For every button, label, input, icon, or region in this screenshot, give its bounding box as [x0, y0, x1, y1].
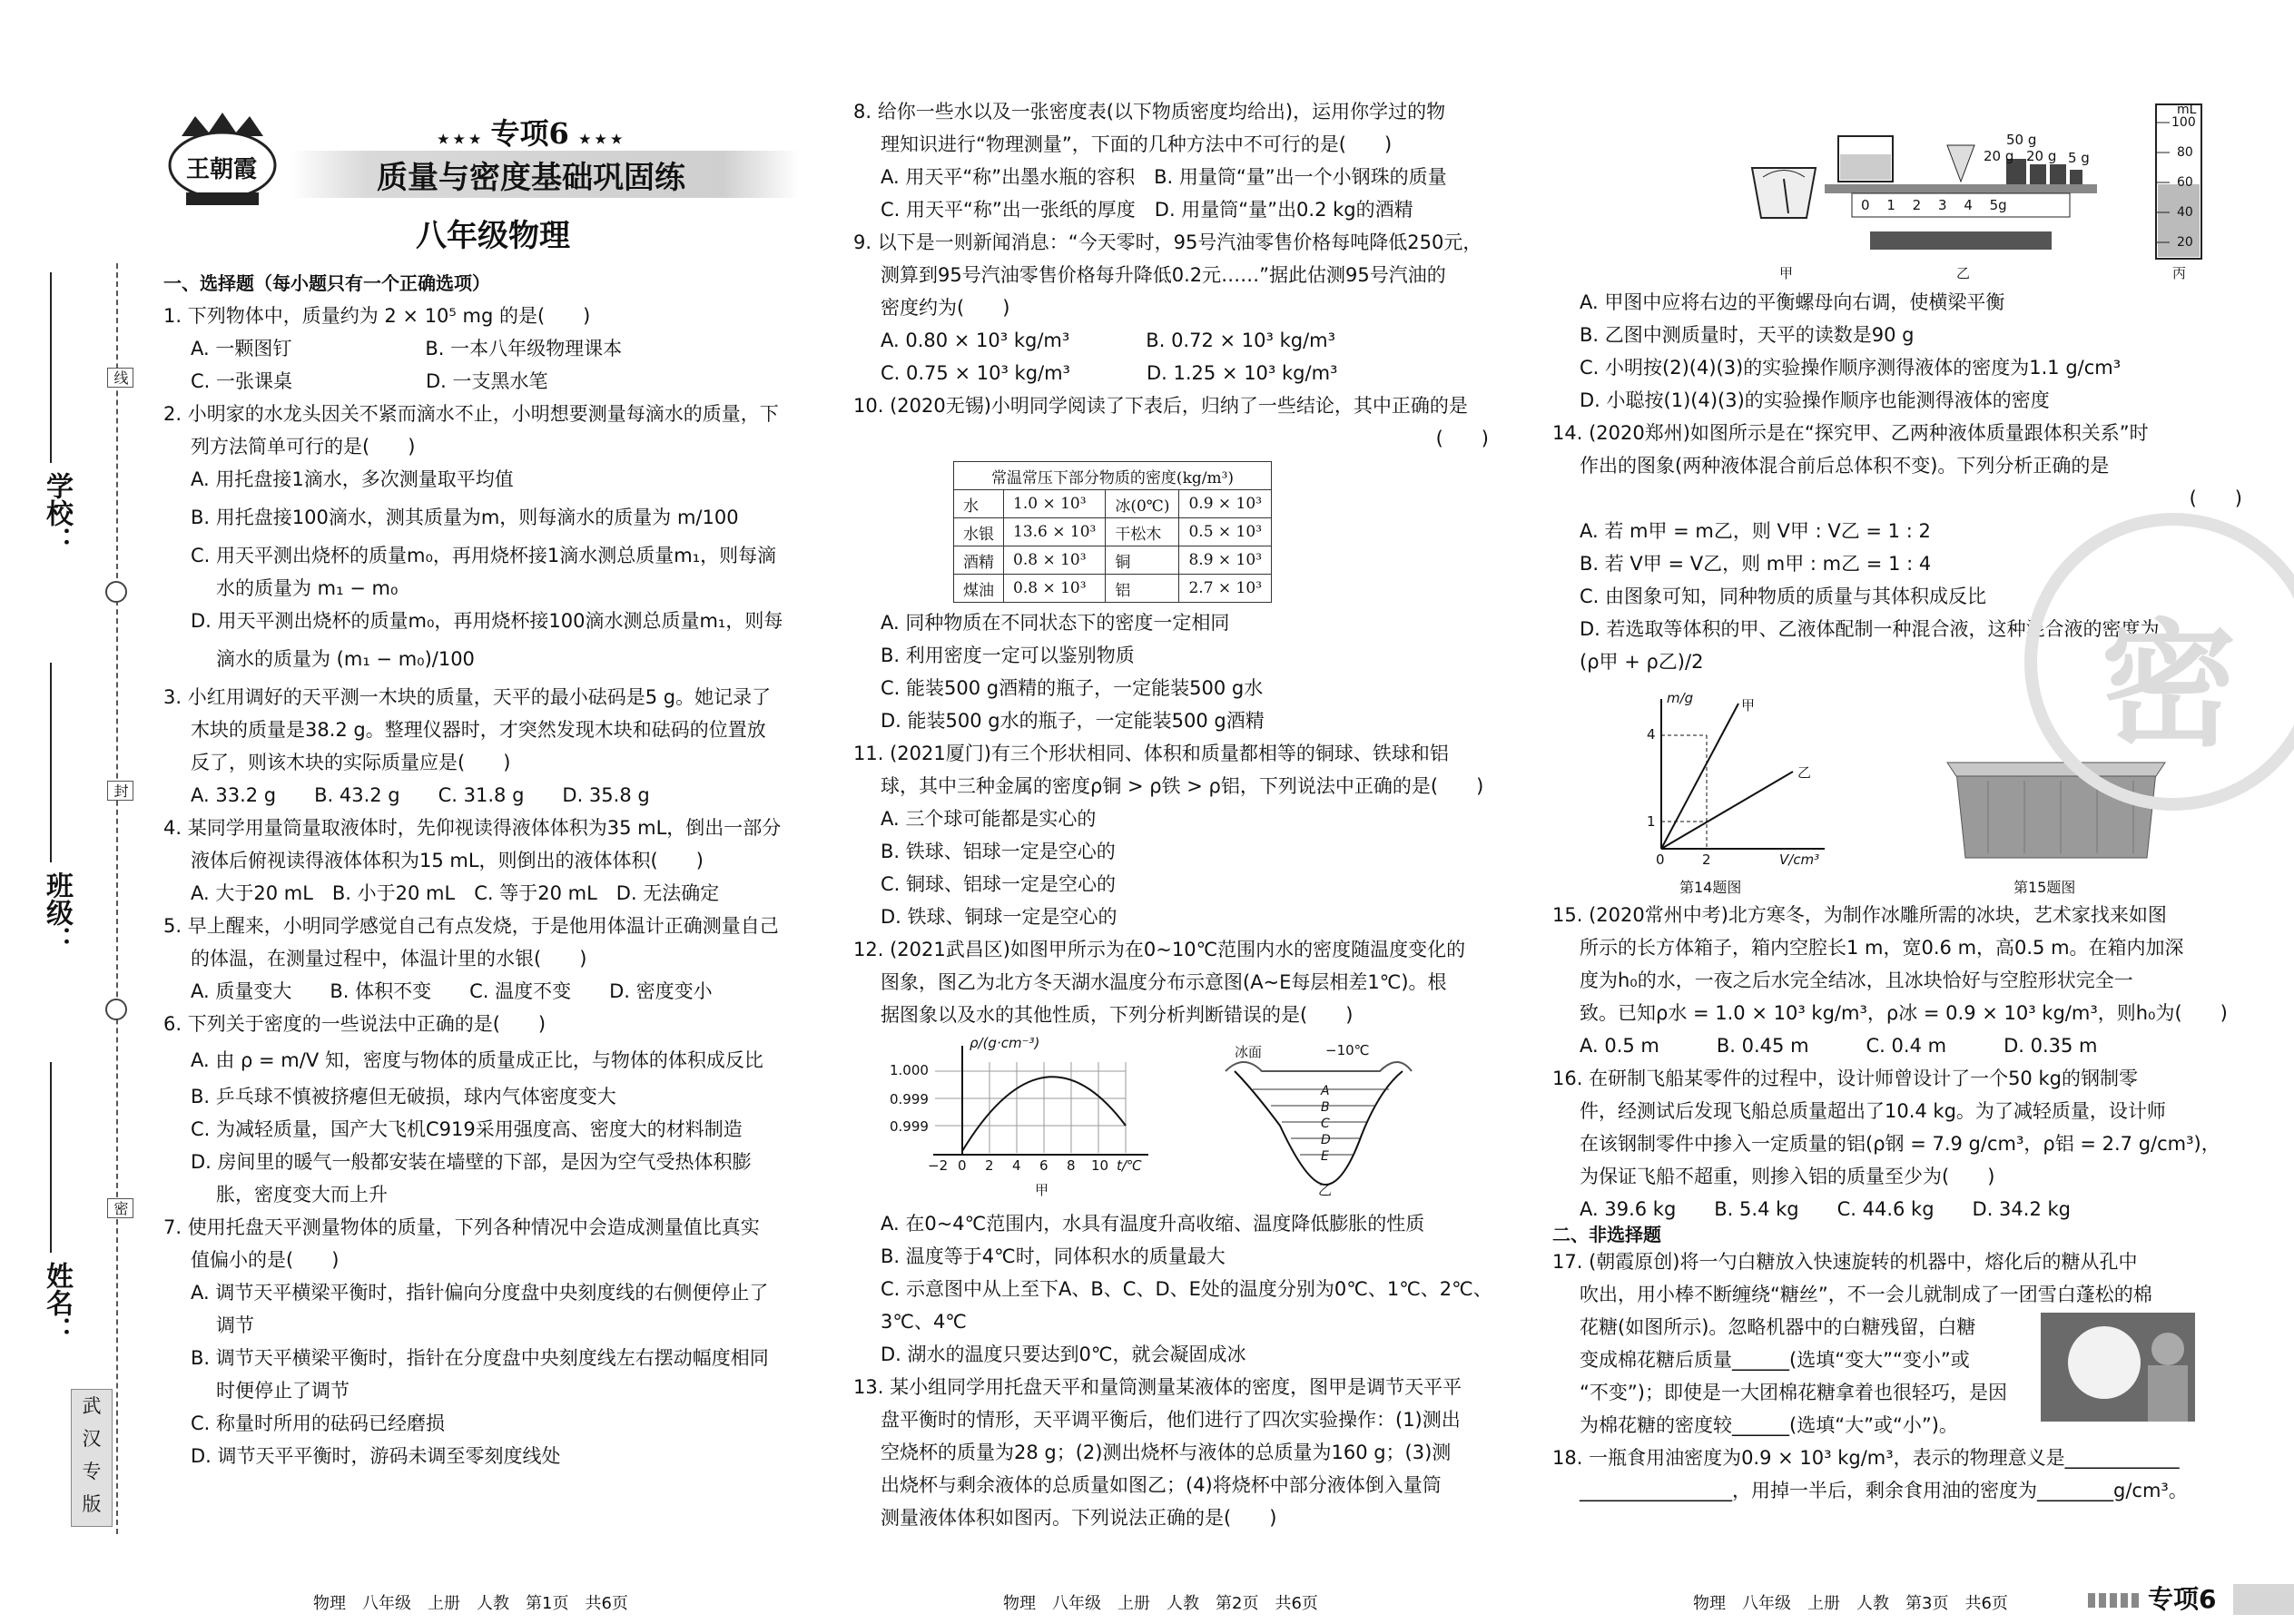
column-1 — [154, 0, 826, 1624]
section-choice: 一、选择题（每小题只有一个正确选项） — [163, 272, 490, 294]
col2-text-a: 8. 给你一些水以及一张密度表(以下物质密度均给出)，运用你学过的物 理知识进行“物理测量”，下面的几种方法中不可行的是( ) A. 用天平“称”出墨水瓶的容积 B. 用量筒“量”出一个小钢珠的质量 C. 用天平“称”出一张纸的厚度 D. 用量筒“量”出0.2 kg的酒精 9. 以下是一则新闻消息：“今天零时，95号汽油零售价格每吨降低250元， 测算到95号汽油零售价格每升降低0.2元……”据此估测95号汽油的 密度约为( ) A. 0.80 × 10³ kg/m³ B. 0.72 × 10³ kg/m³ C. 0.75 × 10³ kg/m³ D. 1.25 × 10³ kg/m³ 10. (2020无锡)小明同学阅读了下表后，归纳了一些结论，其中正确的是 ( ) — [853, 101, 1489, 449]
fig13-balance — [1734, 95, 2242, 290]
brand-logo — [163, 109, 281, 209]
binding-strip — [0, 0, 136, 1624]
table-row: 酒精 0.8 × 10³ 铜 8.9 × 10³ — [954, 546, 1272, 575]
footer-page-2: 物理 八年级 上册 人教 第2页 共6页 — [1003, 1594, 1318, 1613]
table-caption: 常温常压下部分物质的密度(kg/m³) — [954, 462, 1272, 490]
table-row: 水 1.0 × 10³ 冰(0℃) 0.9 × 10³ — [954, 490, 1272, 518]
cylinder-tick: 20 — [2177, 235, 2193, 250]
graph-ylabel: m/g — [1667, 690, 1694, 706]
lake-layer: E — [1321, 1149, 1329, 1164]
fig14-caption: 第14题图 — [1679, 879, 1742, 896]
lake-caption: 乙 — [1318, 1182, 1333, 1198]
density-table — [953, 461, 1272, 603]
fig-caption: 乙 — [1956, 265, 1971, 281]
binding-dot-icon — [105, 581, 127, 603]
brand-name: 王朝霞 — [186, 156, 258, 183]
table-row: 煤油 0.8 × 10³ 铝 2.7 × 10³ — [954, 575, 1272, 603]
col2-text-c: A. 在0~4℃范围内，水具有温度升高收缩、温度降低膨胀的性质 B. 温度等于4℃时，同体积水的质量最大 C. 示意图中从上至下A、B、C、D、E处的温度分别为0℃、1℃、2℃、3℃、4℃ D. 湖水的温度只要达到0℃，就会凝固成冰 13. 某小组同学用托盘天平和量筒测量某液体的密度，图甲是调节天平平 盘平衡时的情形，天平调平衡后，他们进行了四次实验操作：(1)测出 空烧杯的质量为28 g；(2)测出烧杯与液体的总质量为160 g；(3)测 出烧杯与剩余液体的总质量如图乙；(4)将烧杯中部分液体倒入量筒 测量液体体积如图丙。下列说法正确的是( ) — [853, 1213, 1492, 1529]
cylinder-tick: 100 — [2171, 115, 2196, 130]
binding-line-label: 线 — [107, 368, 133, 388]
balance-scale: 0 1 2 3 4 5g — [1861, 197, 2007, 213]
series-label: 甲 — [1741, 697, 1756, 714]
column-3 — [1552, 0, 2279, 1624]
col3-text-a: A. 甲图中应将右边的平衡螺母向右调，使横梁平衡 B. 乙图中测质量时，天平的读数是90 g C. 小明按(2)(4)(3)的实验操作顺序测得液体的密度为1.1 g/cm³ D. 小聪按(1)(4)(3)的实验操作顺序也能测得液体的密度 14. (2020郑州)如图所示是在“探究甲、乙两种液体质量跟体积关系”时 作出的图象(两种液体混合前后总体积不变)。下列分析正确的是 ( ) A. 若 m甲 = m乙，则 V甲 : V乙 = 1 : 2 B. 若 V甲 = V乙，则 m甲 : m乙 = 1 : 4 C. 由图象可知，同种物质的质量与其体积成反比 D. 若选取等体积的甲、乙液体配制一种混合液，这种混合液的密度为 (ρ甲 + ρ乙)/2 — [1552, 291, 2242, 673]
edition-box: 武 汉 专 版 — [71, 1389, 113, 1527]
graph-xtick: 2 — [985, 1157, 994, 1174]
graph-ytick: 4 — [1647, 726, 1656, 743]
lake-layer: D — [1321, 1133, 1331, 1147]
special-label: ★ ★ ★ 专项6 ★ ★ ★ — [438, 116, 623, 151]
column-2 — [853, 0, 1507, 1624]
lake-layer: C — [1321, 1117, 1330, 1131]
corner-special-label: 专项6 — [2148, 1584, 2217, 1614]
school-label: 学校： — [41, 472, 73, 554]
cotton-candy-photo — [2041, 1313, 2195, 1422]
footer-page-1: 物理 八年级 上册 人教 第1页 共6页 — [313, 1594, 628, 1613]
graph-ytick: 1.000 — [890, 1062, 929, 1078]
cylinder-unit: mL — [2177, 103, 2197, 117]
lake-diagram — [1216, 1035, 1425, 1198]
cylinder-tick: 60 — [2177, 175, 2193, 190]
graph-xtick: 8 — [1067, 1157, 1076, 1174]
weight-label: 50 g — [2006, 132, 2037, 148]
cylinder-tick: 80 — [2177, 145, 2193, 160]
corner-bar — [2233, 1584, 2294, 1615]
page-subtitle: 八年级物理 — [416, 218, 570, 254]
name-label: 姓名： — [41, 1262, 73, 1343]
graph-xtick: −2 — [928, 1157, 949, 1174]
graph-xtick: 0 — [1656, 851, 1665, 868]
class-label: 班级： — [41, 871, 73, 953]
fig15-caption: 第15题图 — [2013, 879, 2076, 896]
graph-ylabel: ρ/(g·cm⁻³) — [970, 1035, 1040, 1051]
graph-xtick: 10 — [1091, 1157, 1109, 1174]
graph-xtick: 0 — [958, 1157, 967, 1174]
corner-decoration — [2088, 1593, 2142, 1608]
graph-xtick: 2 — [1702, 851, 1711, 868]
col2-text-b: A. 同种物质在不同状态下的密度一定相同 B. 利用密度一定可以鉴别物质 C. 能装500 g酒精的瓶子，一定能装500 g水 D. 能装500 g水的瓶子，一定能装500 g酒精 11. (2021厦门)有三个形状相同、体积和质量都相等的铜球、铁球和铝 球，其中三种金属的密度ρ铜 > ρ铁 > ρ铝，下列说法中正确的是( ) A. 三个球可能都是实心的 B. 铁球、铝球一定是空心的 C. 铜球、铝球一定是空心的 D. 铁球、铜球一定是空心的 12. (2021武昌区)如图甲所示为在0~10℃范围内水的密度随温度变化的 图象，图乙为北方冬天湖水温度分布示意图(A~E每层相差1℃)。根 据图象以及水的其他性质，下列分析判断错误的是( ) — [853, 612, 1484, 1026]
graph-xtick: 4 — [1012, 1157, 1021, 1174]
weight-label: 5 g — [2068, 150, 2090, 166]
col3-text-c: 17. (朝霞原创)将一勺白糖放入快速旋转的机器中，熔化后的糖从孔中 吹出，用小棒不断缠绕“糖丝”，不一会儿就制成了一团雪白蓬松的棉 花糖(如图所示)。忽略机器中的白糖残留，白糖 变成棉花糖后质量______(选填“变大”“变小”或 “不变”)；即使是一大团棉花糖拿着也很轻巧，是因 为棉花糖的密度较______(选填“大”或“小”)。 18. 一瓶食用油密度为0.9 × 10³ kg/m³，表示的物理意义是____________ ________________，用掉一半后，剩余食用油的密度为________g/cm³。 — [1552, 1251, 2188, 1501]
graph-ytick: 0.999 — [890, 1091, 929, 1107]
col1-text: 1. 下列物体中，质量约为 2 × 10⁵ mg 的是( ) A. 一颗图钉 B. 一本八年级物理课本 C. 一张课桌 D. 一支黑水笔 2. 小明家的水龙头因关不紧而滴水不止，小明想要测量每滴水的质量，下 列方法简单可行的是( ) A. 用托盘接1滴水，多次测量取平均值 B. 用托盘接100滴水，测其质量为m，则每滴水的质量为 m/100 C. 用天平测出烧杯的质量m₀，再用烧杯接1滴水测总质量m₁，则每滴 水的质量为 m₁ − m₀ D. 用天平测出烧杯的质量m₀，再用烧杯接100滴水测总质量m₁，则每 滴水的质量为 (m₁ − m₀)/100 3. 小红用调好的天平测一木块的质量，天平的最小砝码是5 g。她记录了 木块的质量是38.2 g。整理仪器时，才突然发现木块和砝码的位置放 反了，则该木块的实际质量应是( ) A. 33.2 g B. 43.2 g C. 31.8 g D. 35.8 g 4. 某同学用量筒量取液体时，先仰视读得液体体积为35 mL，倒出一部分 液体后俯视读得液体体积为15 mL，则倒出的液体体积( ) A. 大于20 mL B. 小于20 mL C. 等于20 mL D. 无法确定 5. 早上醒来，小明同学感觉自己有点发烧，于是他用体温计正确测量自己 的体温，在测量过程中，体温计里的水银( ) A. 质量变大 B. 体积不变 C. 温度不变 D. 密度变小 6. 下列关于密度的一些说法中正确的是( ) A. 由 ρ = m/V 知，密度与物体的质量成正比，与物体的体积成反比 B. 乒乓球不慎被挤瘪但无破损，球内气体密度变大 C. 为减轻质量，国产大飞机C919采用强度高、密度大的材料制造 D. 房间里的暖气一般都安装在墙壁的下部，是因为空气受热体积膨 胀，密度变大而上升 7. 使用托盘天平测量物体的质量，下列各种情况中会造成测量值比真实 值偏小的是( ) A. 调节天平横梁平衡时，指针偏向分度盘中央刻度线的右侧便停止了 调节 B. 调节天平横梁平衡时，指针在分度盘中央刻度线左右摆动幅度相同 时便停止了调节 C. 称量时所用的砝码已经磨损 D. 调节天平平衡时，游码未调至零刻度线处 — [163, 305, 783, 1467]
weight-label: 20 g — [1984, 148, 2014, 164]
fig-caption: 丙 — [2172, 265, 2187, 281]
graph-caption: 甲 — [1035, 1182, 1049, 1198]
binding-dot-icon — [105, 999, 127, 1020]
section-non-choice: 二、非选择题 — [1552, 1224, 1661, 1245]
graph-xlabel: V/cm³ — [1779, 851, 1820, 868]
star-icon: ★ ★ ★ — [438, 133, 481, 147]
cylinder-tick: 40 — [2177, 205, 2193, 220]
graph-xtick: 6 — [1039, 1157, 1049, 1174]
star-icon: ★ ★ ★ — [578, 133, 623, 147]
graph-ytick: 0.999 — [890, 1118, 929, 1135]
fig-caption: 甲 — [1779, 265, 1794, 281]
density-temperature-graph — [890, 1035, 1189, 1198]
col3-text-b: 15. (2020常州中考)北方寒冬，为制作冰雕所需的冰块，艺术家找来如图 所示的长方体箱子，箱内空腔长1 m，宽0.6 m，高0.5 m。在箱内加深 度为h₀的水，一夜之后水完全结冰，且冰块恰好与空腔形状完全一 致。已知ρ水 = 1.0 × 10³ kg/m³，ρ冰 = 0.9 × 10³ kg/m³，则h₀为( ) A. 0.5 m B. 0.45 m C. 0.4 m D. 0.35 m 16. 在研制飞船某零件的过程中，设计师曾设计了一个50 kg的钢制零 件，经测试后发现飞船总质量超出了10.4 kg。为了减轻质量，设计师 在该钢制零件中掺入一定质量的铝(ρ钢 = 7.9 g/cm³，ρ铝 = 2.7 g/cm³)， 为保证飞船不超重，则掺入铝的质量至少为( ) A. 39.6 kg B. 5.4 kg C. 44.6 kg D. 34.2 kg — [1552, 904, 2228, 1220]
page-title: 质量与密度基础巩固练 — [377, 160, 685, 196]
lake-surface-label: 冰面 — [1235, 1044, 1263, 1060]
lake-layer: B — [1321, 1100, 1330, 1115]
binding-tight-label: 密 — [107, 1198, 133, 1218]
series-label: 乙 — [1797, 764, 1812, 781]
binding-seal-label: 封 — [107, 781, 133, 801]
lake-temp-label: −10℃ — [1325, 1042, 1370, 1058]
footer-page-3: 物理 八年级 上册 人教 第3页 共6页 — [1693, 1594, 2008, 1613]
table-row: 水银 13.6 × 10³ 干松木 0.5 × 10³ — [954, 518, 1272, 546]
mass-volume-graph — [1607, 690, 1843, 871]
weight-label: 20 g — [2026, 148, 2057, 164]
lake-layer: A — [1321, 1084, 1330, 1098]
seal-char: 密 — [2101, 607, 2238, 765]
graph-ytick: 1 — [1647, 813, 1656, 830]
graph-xunit: t/℃ — [1117, 1157, 1142, 1174]
